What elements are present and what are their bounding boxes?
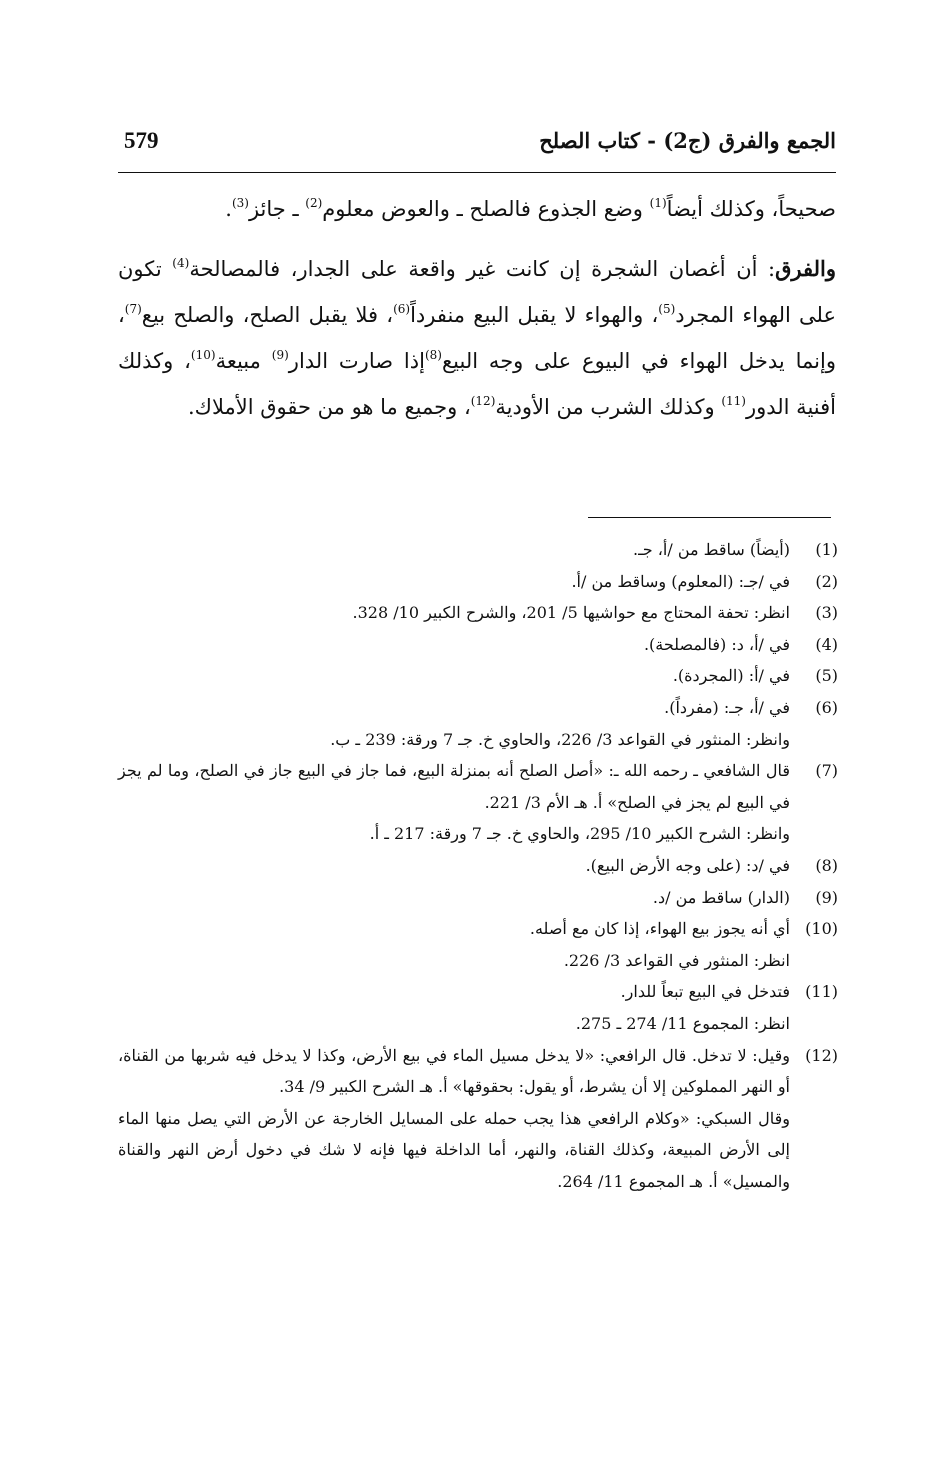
footnote-line: أي أنه يجوز بيع الهواء، إذا كان مع أصله.: [529, 919, 790, 939]
footnote-ref: (12): [470, 394, 496, 408]
footnote-line: وانظر: الشرح الكبير 10/ 295، والحاوي خ. جـ 7 ورقة: 217 ـ أ.: [369, 824, 790, 844]
footnote-number: (3): [815, 603, 838, 623]
footnote-number: (5): [815, 666, 838, 686]
lead-word: والفرق: [775, 256, 837, 281]
text-run: مبيعة: [215, 349, 272, 373]
footnote-ref: (11): [721, 394, 746, 408]
footnote-number: (6): [815, 697, 838, 717]
footnote-ref: (10): [190, 348, 216, 362]
text-run: ، وكذلك أفنية الدور: [118, 349, 836, 419]
footnote-line: وانظر: المنثور في القواعد 3/ 226، والحاوي خ. جـ 7 ورقة: 239 ـ ب.: [330, 729, 790, 749]
footnote-line: قال الشافعي ـ رحمه الله ـ: «أصل الصلح أنه بمنزلة البيع، فما جاز في البيع جاز في الصلح، وما لم يجز في البيع لم يجز في الصلح» أ. هـ الأم 3/ 221.: [118, 761, 791, 812]
footnote: [118, 913, 838, 976]
footnote-line: في /أ، جـ: (مفرداً).: [664, 697, 790, 717]
footnote: [118, 660, 838, 692]
footnote-number: (1): [815, 540, 838, 559]
footnote-number: (12): [805, 1045, 838, 1065]
footnote-line: انظر: تحفة المحتاج مع حواشيها 5/ 201، والشرح الكبير 10/ 328.: [352, 603, 790, 623]
footnote-ref: (5): [658, 302, 676, 316]
footnote: [118, 1040, 838, 1198]
text-run: وضع الجذوع فالصلح ـ والعوض معلوم: [322, 197, 650, 221]
text-run: ـ جائز: [248, 197, 306, 221]
footnote-line: انظر: المجموع 11/ 274 ـ 275.: [575, 1013, 790, 1033]
text-run: تكون على الهواء المجرد: [118, 257, 836, 327]
footnote-line: (أيضاً) ساقط من /أ، جـ.: [632, 540, 790, 559]
footnote-line: في /أ، د: (فالمصلحة).: [643, 634, 790, 654]
footnote: [118, 882, 838, 914]
text-run: ، وجميع ما هو من حقوق الأملاك.: [187, 395, 471, 419]
footnote-line: في /أ: (المجردة).: [672, 666, 790, 686]
text-run: ، والهواء لا يقبل البيع منفرداً: [410, 303, 659, 327]
text-run: إذا صارت الدار: [288, 349, 425, 373]
running-header: [118, 128, 836, 168]
footnote-number: (10): [805, 919, 838, 939]
footnote-number: (4): [815, 634, 838, 654]
text-run: ، فلا يقبل الصلح، والصلح بيع: [141, 303, 394, 327]
footnote-ref: (9): [271, 348, 289, 362]
footnotes: [118, 534, 838, 1197]
header-divider: [118, 172, 836, 173]
footnote-number: (7): [815, 761, 838, 781]
footnote-line: وقال السبكي: «وكلام الرافعي هذا يجب حمله على المسايل الخارجة عن الأرض التي يصل منها الماء إلى الأرض المبيعة، وكذلك القناة، والنهر، أما الداخلة فيها فإنه لا شك في دخول أرض النهر والقناة والمسيل» أ. هـ المجموع 11/ 264.: [118, 1108, 791, 1191]
text-run: ، وإنما يدخل الهواء في البيوع على وجه البيع: [118, 303, 836, 373]
footnote: [118, 629, 838, 661]
paragraph-1: [118, 186, 836, 232]
footnote-ref: (4): [172, 256, 190, 270]
footnote: [118, 597, 838, 629]
footnote-number: (9): [815, 887, 838, 907]
footnote-ref: (2): [305, 196, 323, 210]
text-run: .: [225, 197, 232, 221]
running-title: الجمع والفرق (ج2) - كتاب الصلح: [539, 128, 836, 153]
footnote-ref: (7): [124, 302, 142, 316]
footnote-ref: (8): [424, 348, 442, 362]
footnote-number: (8): [815, 855, 838, 875]
footnote-line: وقيل: لا تدخل. قال الرافعي: «لا يدخل مسيل الماء في بيع الأرض، وكذا لا يدخل فيه شربها من القناة، أو النهر المملوكين إلا أن يشرط، أو يقول: بحقوقها» أ. هـ الشرح الكبير 9/ 34.: [118, 1045, 790, 1097]
footnote-line: (الدار) ساقط من /د.: [652, 887, 790, 907]
footnote: [118, 566, 838, 598]
text-run: صحيحاً، وكذلك أيضاً: [666, 197, 836, 221]
page-number: 579: [124, 128, 159, 153]
footnote-number: (2): [815, 571, 838, 591]
main-text: [118, 186, 836, 430]
footnote-line: في /د: (على وجه الأرض البيع).: [585, 855, 790, 875]
footnote: [118, 534, 838, 566]
paragraph-2: [118, 246, 836, 430]
footnote-line: فتدخل في البيع تبعاً للدار.: [620, 982, 790, 1002]
footnote-line: في /جـ: (المعلوم) وساقط من /أ.: [571, 571, 790, 591]
footnote-number: (11): [805, 982, 838, 1002]
footnote-ref: (3): [231, 196, 249, 210]
footnote-ref: (6): [393, 302, 411, 316]
text-run: : أن أغصان الشجرة إن كانت غير واقعة على الجدار، فالمصالحة: [189, 257, 776, 281]
footnote: [118, 976, 838, 1039]
footnote-line: انظر: المنثور في القواعد 3/ 226.: [563, 950, 790, 970]
footnote: [118, 692, 838, 755]
footnote-ref: (1): [649, 196, 667, 210]
footnote: [118, 755, 838, 850]
text-run: وكذلك الشرب من الأودية: [495, 395, 722, 419]
footnote: [118, 850, 838, 882]
footnote-separator: [588, 517, 831, 518]
